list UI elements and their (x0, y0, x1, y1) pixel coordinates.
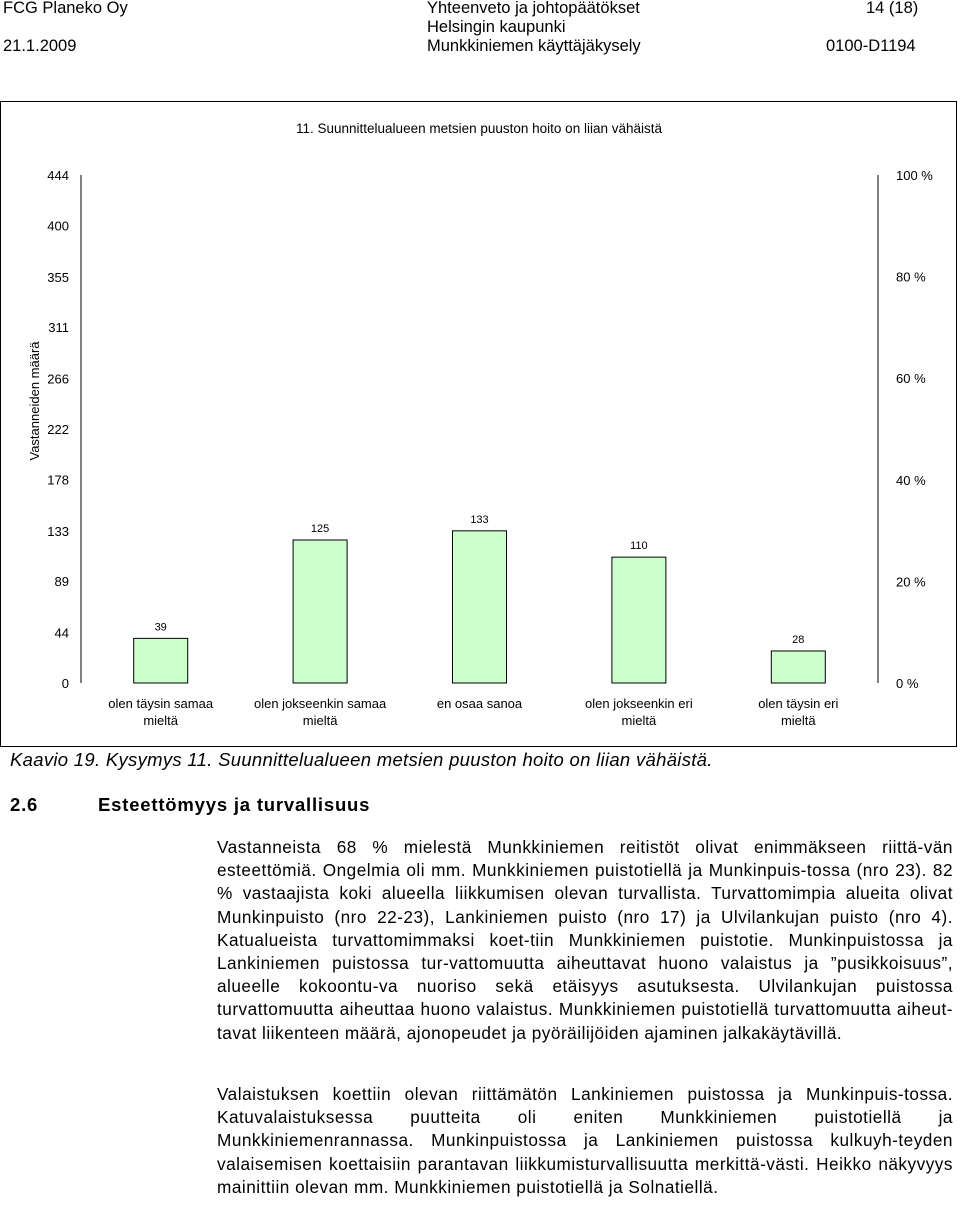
x-category-label: olen täysin samaa mieltä (108, 696, 214, 728)
section-title: Esteettömyys ja turvallisuus (98, 794, 371, 815)
x-category-label: olen jokseenkin eri mieltä (585, 696, 693, 728)
y2-tick-label: 20 % (896, 574, 926, 590)
bar (453, 531, 507, 683)
y2-tick-label: 40 % (896, 472, 926, 488)
y-tick-label: 222 (47, 422, 69, 437)
y-tick-label: 178 (47, 472, 69, 488)
header-date: 21.1.2009 (3, 37, 77, 55)
header-doc-code: 0100-D1194 (826, 37, 916, 55)
paragraph: Vastanneista 68 % mielestä Munkkiniemen reitistöt olivat enimmäkseen riittä-vän esteettömiä. Ongelmia oli mm. Munkkiniemen puistotiellä ja Munkinpuis-tossa (nro 23). 82 % vastaajista koki alueella liikkumisen olevan turvallista. Turvattomimpia alueita olivat Munkinpuisto (nro 22-23), Lankiniemen puisto (nro 17) ja Ulvilankujan puisto (nro 4). Katualueista turvattomimmaksi koet-tiin Munkkiniemen puistotie. Munkinpuistossa ja Lankiniemen puistossa tur-vattomuutta aiheuttavat huono valaistus ja ”pusikkoisuus”, alueelle kokoontu-va nuoriso sekä etäisyys asutuksesta. Ulvilankujan puistossa turvattomuutta aiheuttaa huono valaistus. Munkkiniemen puistotiellä turvattomuutta aiheut-tavat liikenteen määrä, ajonopeudet ja pyöräilijöiden ajaminen jalkakäytävillä. (217, 837, 953, 1043)
y-tick-label: 0 (61, 676, 69, 691)
y-tick-label: 133 (47, 523, 69, 539)
bar (293, 540, 347, 683)
y-tick-label: 444 (47, 168, 69, 183)
header-project: Munkkiniemen käyttäjäkysely (427, 37, 641, 55)
chart-title: 11. Suunnittelualueen metsien puuston hoito on liian vähäistä (295, 121, 663, 136)
bar-data-label: 110 (630, 540, 648, 553)
y-tick-label: 44 (54, 625, 69, 641)
bar (771, 651, 825, 683)
bar-data-label: 39 (154, 621, 167, 634)
bar-data-label: 125 (310, 522, 330, 535)
section-heading (10, 794, 370, 816)
y2-tick-label: 100 % (896, 168, 933, 183)
header-company: FCG Planeko Oy (3, 0, 128, 17)
x-category-label: olen täysin eri mieltä (758, 696, 839, 728)
y-axis-title: Vastanneiden määrä (27, 341, 42, 461)
header-doc-title: Yhteenveto ja johtopäätökset (427, 0, 640, 17)
y-tick-label: 355 (47, 269, 69, 285)
y2-tick-label: 80 % (896, 269, 926, 285)
bar-data-label: 133 (470, 513, 489, 526)
bar (612, 557, 666, 683)
y2-tick-label: 0 % (896, 676, 919, 691)
y-tick-label: 266 (47, 371, 69, 387)
y-tick-label: 89 (54, 574, 69, 590)
y-tick-label: 400 (47, 218, 69, 234)
bar (134, 638, 188, 683)
y2-tick-label: 60 % (896, 371, 926, 387)
chart-caption: Kaavio 19. Kysymys 11. Suunnittelualueen metsien puuston hoito on liian vähäistä. (10, 749, 713, 770)
bar-chart (1, 102, 956, 746)
y-tick-label: 311 (48, 320, 69, 336)
paragraph: Valaistuksen koettiin olevan riittämätön Lankiniemen puistossa ja Munkinpuis-tossa. Katuvalaistuksessa puutteita oli eniten Munkkiniemen puistotiellä ja Munkkiniemenrannassa. Munkinpuistossa ja Lankiniemen puistossa kulkuyh-teyden valaisemisen koettaisiin parantavan liikkumisturvallisuutta merkittä-västi. Heikko näkyvyys mainittiin olevan mm. Munkkiniemen puistotiellä ja Solnatiellä. (217, 1084, 953, 1197)
x-category-label: en osaa sanoa (436, 696, 523, 711)
bar-data-label: 28 (792, 633, 805, 646)
section-number: 2.6 (10, 794, 39, 815)
x-category-label: olen jokseenkin samaa mieltä (253, 696, 387, 728)
header-page-number: 14 (18) (866, 0, 919, 17)
header-client: Helsingin kaupunki (427, 18, 566, 36)
chart-frame (0, 101, 957, 747)
